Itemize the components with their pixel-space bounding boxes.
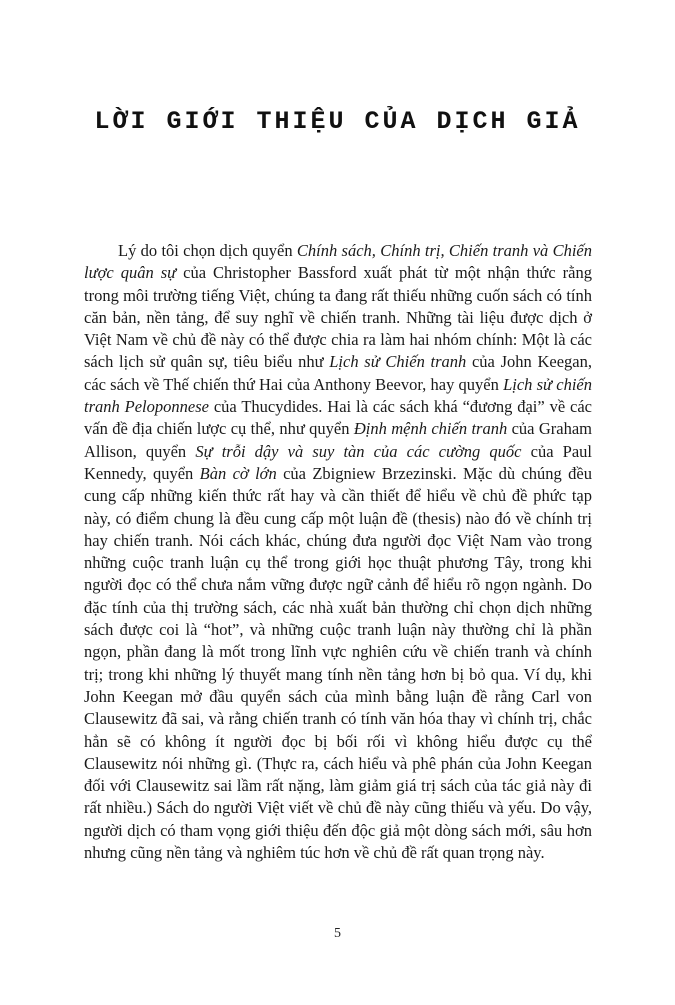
book-title-italic: Chính sách, Chính trị, Chiến tranh và Chiến lược quân sự (84, 241, 592, 283)
text-run: của Paul Kennedy, quyển (84, 441, 592, 483)
book-title-italic: Sự trỗi dậy và suy tàn của các cường quốc (195, 441, 522, 461)
text-run: của Graham Allison, quyển (84, 419, 593, 461)
book-title-italic: Bàn cờ lớn (199, 463, 277, 483)
book-title-italic: Lịch sử chiến tranh Peloponnese (84, 374, 592, 417)
text-run: của Christopher Bassford xuất phát từ một nhận thức rằng trong môi trường tiếng Việt, chúng ta đang rất thiếu những cuốn sách có tính căn bản, nền tảng, để suy nghĩ về chiến tranh. Những tài liệu được dịch ở Việt Nam về chủ đề này có thể được chia ra làm hai nhóm chính: Một là các sách lịch sử quân sự, tiêu biểu như (84, 263, 593, 372)
text-run: của Zbigniew Brzezinski. Mặc dù chúng đều cung cấp những kiến thức rất hay và cần thiết để hiểu về chủ đề phức tạp này, có điểm chung là đều cung cấp một luận đề (thesis) nào đó về chính trị hay chiến tranh. Nói cách khác, chúng đưa người đọc Việt Nam vào trong những cuộc tranh luận cụ thể trong giới học thuật phương Tây, trong khi người đọc có thể chưa nắm vững được ngữ cảnh để hiểu rõ ngọn ngành. Do đặc tính của thị trường sách, các nhà xuất bản thường chỉ chọn dịch những sách được coi là “hot”, và những cuộc tranh luận này thường chỉ là phần ngọn, phần đang là mốt trong lĩnh vực nghiên cứu về chiến tranh và chính trị; trong khi những lý thuyết mang tính nền tảng hơn bị bỏ qua. Ví dụ, khi John Keegan mở đầu quyển sách của mình bằng luận đề rằng Carl von Clausewitz đã sai, và rằng chiến tranh có tính văn hóa thay vì chính trị, chắc hẳn sẽ có không ít người đọc bị bối rối vì không hiểu được cụ thể Clausewitz nói những gì. (Thực ra, cách hiểu và phê phán của John Keegan đối với Clausewitz sai lầm rất nặng, làm giảm giá trị sách của tác giả này đi rất nhiều.) Sách do người Việt viết về chủ đề này cũng thiếu và yếu. Do vậy, người dịch có tham vọng giới thiệu đến độc giả một dòng sách mới, sâu hơn nhưng cũng nền tảng và nghiêm túc hơn về chủ đề rất quan trọng này. (84, 463, 592, 863)
book-title-italic: Lịch sử Chiến tranh (329, 352, 467, 372)
page-number: 5 (334, 926, 341, 941)
page-title: LỜI GIỚI THIỆU CỦA DỊCH GIẢ (94, 106, 581, 136)
text-run: của John Keegan, các sách về Thế chiến thứ Hai của Anthony Beevor, hay quyển (84, 352, 592, 394)
text-run: Lý do tôi chọn dịch quyển (118, 241, 297, 260)
book-title-italic: Định mệnh chiến tranh (353, 419, 508, 439)
text-run: của Thucydides. Hai là các sách khá “đương đại” về các vấn đề địa chiến lược cụ thể, như quyển (84, 397, 592, 439)
intro-paragraph (84, 240, 592, 864)
